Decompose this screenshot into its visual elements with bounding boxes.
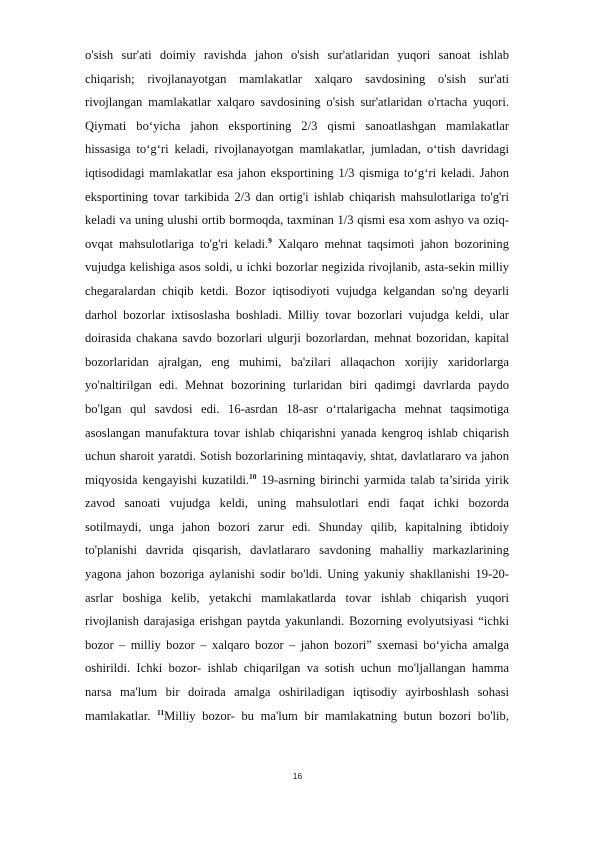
footnote-ref-11[interactable]: 11 xyxy=(157,707,165,717)
body-paragraph xyxy=(85,44,509,728)
text-segment-3: 19-asrning birinchi yarmida talab ta’sirida yirik zavod sanoati vujudga keldi, uning mahsulotlari endi faqat ichki bozorda sotilmaydi, unga jahon bozori zarur edi. Shunday qilib, kapitalning ibtidoiy to'planishi davrida qisqarish, davlatlararo savdoning mahalliy markazlarining yagona jahon bozoriga aylanishi sodir bo'ldi. Uning yakuniy shakllanishi 19-20-asrlar boshiga kelib, yetakchi mamlakatlarda tovar ishlab chiqarish yuqori rivojlanish darajasiga erishgan paytda yakunlandi. Bozorning evolyutsiyasi “ichki bozor – milliy bozor – xalqaro bozor – jahon bozori” sxemasi bo‘yicha amalga oshirildi. Ichki bozor- ishlab chiqarilgan va sotish uchun mo'ljallangan hamma narsa ma'lum bir doirada amalga oshiriladigan iqtisodiy ayirboshlash sohasi mamlakatlar. xyxy=(85,472,509,723)
footnote-ref-9[interactable]: 9 xyxy=(268,235,272,245)
page-number: 16 xyxy=(292,771,303,781)
text-segment-4: Milliy bozor- bu ma'lum bir mamlakatning butun bozori bo'lib, xyxy=(164,708,509,723)
text-segment-1: o'sish sur'ati doimiy ravishda jahon o'sish sur'atlaridan yuqori sanoat ishlab chiqarish; rivojlanayotgan mamlakatlar xalqaro savdosining o'sish sur'ati rivojlangan mamlakatlar xalqaro savdosining o'sish sur'atlaridan o'rtacha yuqori. Qiymati bo‘yicha jahon eksportining 2/3 qismi sanoatlashgan mamlakatlar hissasiga to‘g‘ri keladi, rivojlanayotgan mamlakatlar, jumladan, o‘tish davridagi iqtisodidagi mamlakatlar esa jahon eksportining 1/3 qismiga to‘g‘ri keladi. Jahon eksportining tovar tarkibida 2/3 dan ortig'i ishlab chiqarish mahsulotlariga to'g'ri keladi va uning ulushi ortib bormoqda, taxminan 1/3 qismi esa xom ashyo va oziq-ovqat mahsulotlariga to'g'ri keladi. xyxy=(85,48,509,251)
text-segment-2: Xalqaro mehnat taqsimoti jahon bozorining vujudga kelishiga asos soldi, u ichki bozorlar negizida rivojlanib, asta-sekin milliy chegaralardan chiqib ketdi. Bozor iqtisodiyoti vujudga kelgandan so'ng deyarli darhol bozorlar ixtisoslasha boshladi. Milliy tovar bozorlari vujudga keldi, ular doirasida chakana savdo bozorlari ulgurji bozorlardan, mehnat bozoridan, kapital bozorlaridan ajralgan, eng muhimi, ba'zilari allaqachon xorijiy xaridorlarga yo'naltirilgan edi. Mehnat bozorining turlaridan biri qadimgi davrlarda paydo bo'lgan qul savdosi edi. 16-asrdan 18-asr o‘rtalarigacha mehnat taqsimotiga asoslangan manufaktura tovar ishlab chiqarishni yanada kengroq ishlab chiqarish uchun sharoit yaratdi. Sotish bozorlarining mintaqaviy, shtat, davlatlararo va jahon miqyosida kengayishi kuzatildi. xyxy=(85,236,509,487)
document-page xyxy=(85,44,509,728)
footnote-ref-10[interactable]: 10 xyxy=(249,471,257,481)
